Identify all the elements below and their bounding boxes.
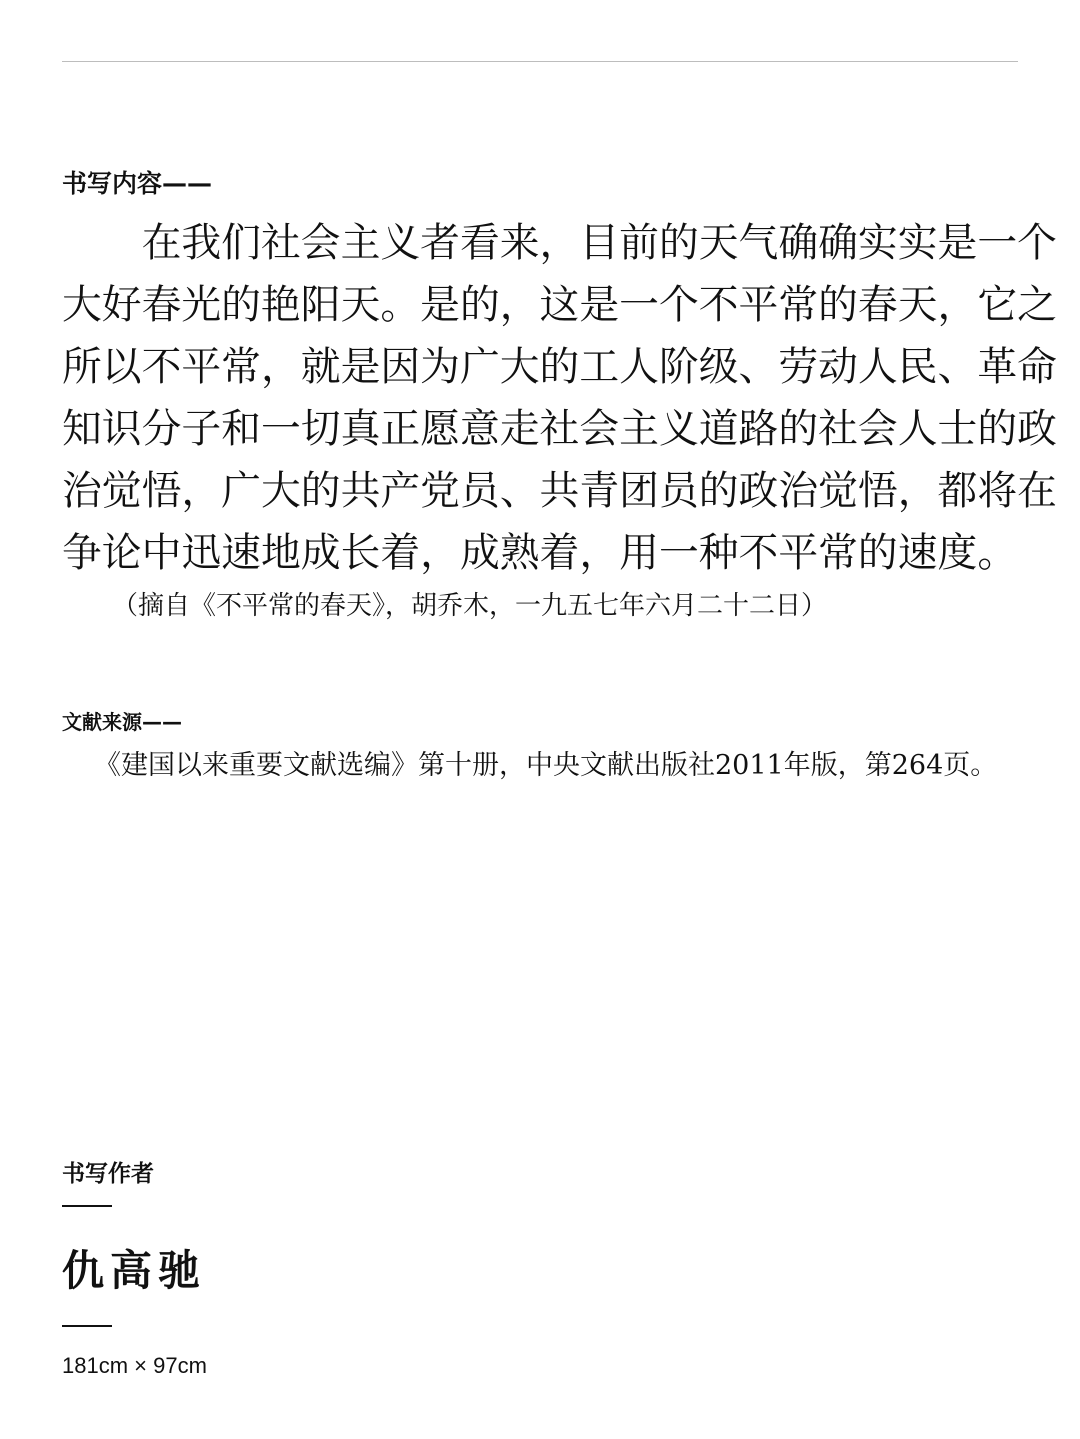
content-section-label: 书写内容—— bbox=[62, 169, 213, 198]
divider-dash bbox=[62, 1325, 112, 1327]
citation: （摘自《不平常的春天》，胡乔木，一九五七年六月二十二日） bbox=[112, 591, 828, 621]
top-divider bbox=[62, 61, 1018, 62]
body-line: 治觉悟，广大的共产党员、共青团员的政治觉悟，都将在 bbox=[62, 468, 1057, 514]
artwork-dimensions: 181cm × 97cm bbox=[62, 1353, 207, 1378]
divider-dash bbox=[62, 1205, 112, 1207]
body-line: 争论中迅速地成长着，成熟着，用一种不平常的速度。 bbox=[62, 530, 1018, 576]
body-line: 知识分子和一切真正愿意走社会主义道路的社会人士的政 bbox=[62, 406, 1057, 452]
author-section-label: 书写作者 bbox=[62, 1161, 154, 1187]
body-line: 所以不平常，就是因为广大的工人阶级、劳动人民、革命 bbox=[62, 344, 1057, 390]
source-text: 《建国以来重要文献选编》第十册，中央文献出版社2011年版，第264页。 bbox=[94, 750, 998, 781]
body-line: 在我们社会主义者看来，目前的天气确确实实是一个 bbox=[62, 220, 1057, 266]
body-line: 大好春光的艳阳天。是的，这是一个不平常的春天，它之 bbox=[62, 282, 1057, 328]
source-section-label: 文献来源—— bbox=[62, 710, 182, 734]
body-text bbox=[62, 212, 1057, 584]
author-name: 仇高驰 bbox=[62, 1246, 207, 1295]
